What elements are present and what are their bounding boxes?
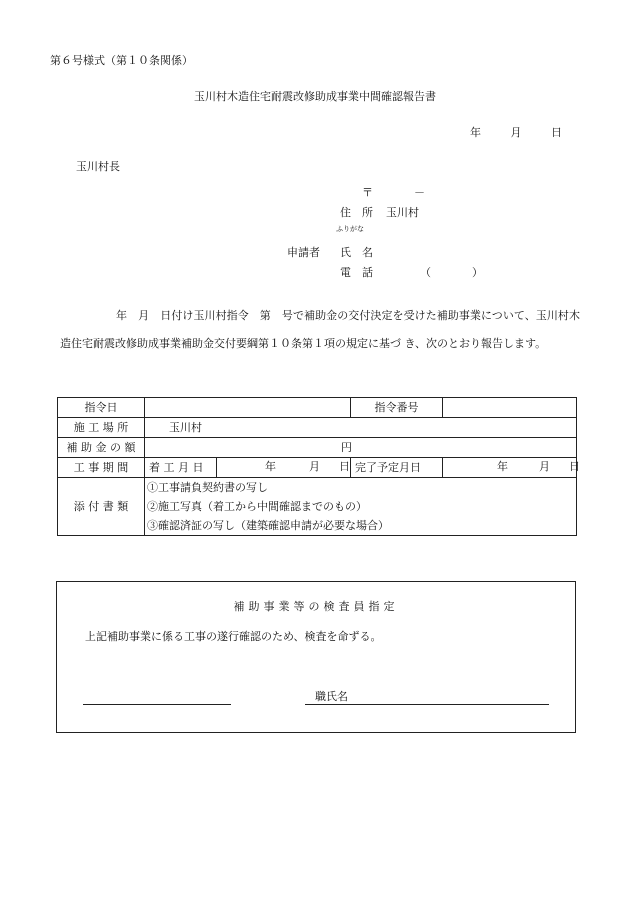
start-label: 着 工 月 日 <box>145 458 217 478</box>
report-body-text <box>60 302 580 358</box>
inspector-designation-box <box>56 581 576 733</box>
report-date <box>470 124 562 140</box>
attachments-label: 添 付 書 類 <box>58 478 145 536</box>
end-day: 日 <box>569 460 580 473</box>
postal-dash: － <box>414 186 425 199</box>
report-body-content: 年 月 日付け玉川村指令 第 号で補助金の交付決定を受けた補助事業について、玉川村木造住宅耐震改修助成事業補助金交付要綱第１０条第１項の規定に基づ き、次のとおり報告します。 <box>60 309 580 350</box>
site-value: 玉川村 <box>145 418 577 438</box>
table-row <box>58 438 577 458</box>
name-label: 氏 名 <box>340 246 373 259</box>
attachment-item: ③確認済証の写し（建築確認申請が必要な場合） <box>147 519 389 532</box>
inspector-box-title: 補助事業等の検査員指定 <box>233 600 399 613</box>
postal-mark: 〒 <box>362 186 373 199</box>
amount-unit: 円 <box>145 438 577 458</box>
period-label: 工 事 期 間 <box>58 458 145 478</box>
form-number: 第６号様式（第１０条関係） <box>50 54 193 67</box>
order-number-cell <box>443 398 577 418</box>
end-date-cell <box>443 458 580 478</box>
start-date-cell <box>217 458 351 478</box>
end-year: 年 <box>497 460 508 473</box>
start-day: 日 <box>339 460 350 473</box>
document-title: 玉川村木造住宅耐震改修助成事業中間確認報告書 <box>194 90 436 103</box>
order-number-label: 指令番号 <box>351 398 443 418</box>
address-label: 住 所 <box>340 206 373 219</box>
start-year: 年 <box>265 460 276 473</box>
end-month: 月 <box>539 460 550 473</box>
inspector-box-text: 上記補助事業に係る工事の遂行確認のため、検査を命ずる。 <box>85 630 382 643</box>
phone-open-paren: （ <box>420 266 431 279</box>
date-year: 年 <box>470 126 481 139</box>
attachment-item: ②施工写真（着工から中間確認までのもの） <box>147 500 367 513</box>
order-date-label: 指令日 <box>58 398 145 418</box>
table-row <box>58 458 577 478</box>
attachment-item: ①工事請負契約書の写し <box>147 481 268 494</box>
order-date-cell <box>145 398 351 418</box>
phone-close-paren: ） <box>472 266 483 279</box>
signature-label: 職氏名 <box>315 690 348 703</box>
site-label: 施 工 場 所 <box>58 418 145 438</box>
attachments-list <box>145 478 577 536</box>
signature-line-left <box>83 704 231 705</box>
addressee: 玉川村長 <box>76 160 120 173</box>
date-month: 月 <box>510 126 522 139</box>
report-table <box>57 397 580 536</box>
end-label: 完了予定月日 <box>351 458 443 478</box>
amount-label: 補 助 金 の 額 <box>58 438 145 458</box>
furigana-label: ふりがな <box>336 225 364 233</box>
signature-line-right <box>305 704 549 705</box>
table-row <box>58 398 577 418</box>
table-row <box>58 478 577 536</box>
date-day: 日 <box>551 126 562 139</box>
address-value: 玉川村 <box>386 206 419 219</box>
start-month: 月 <box>309 460 320 473</box>
phone-label: 電 話 <box>340 266 373 279</box>
applicant-label: 申請者 <box>287 246 320 259</box>
table-row <box>58 418 577 438</box>
